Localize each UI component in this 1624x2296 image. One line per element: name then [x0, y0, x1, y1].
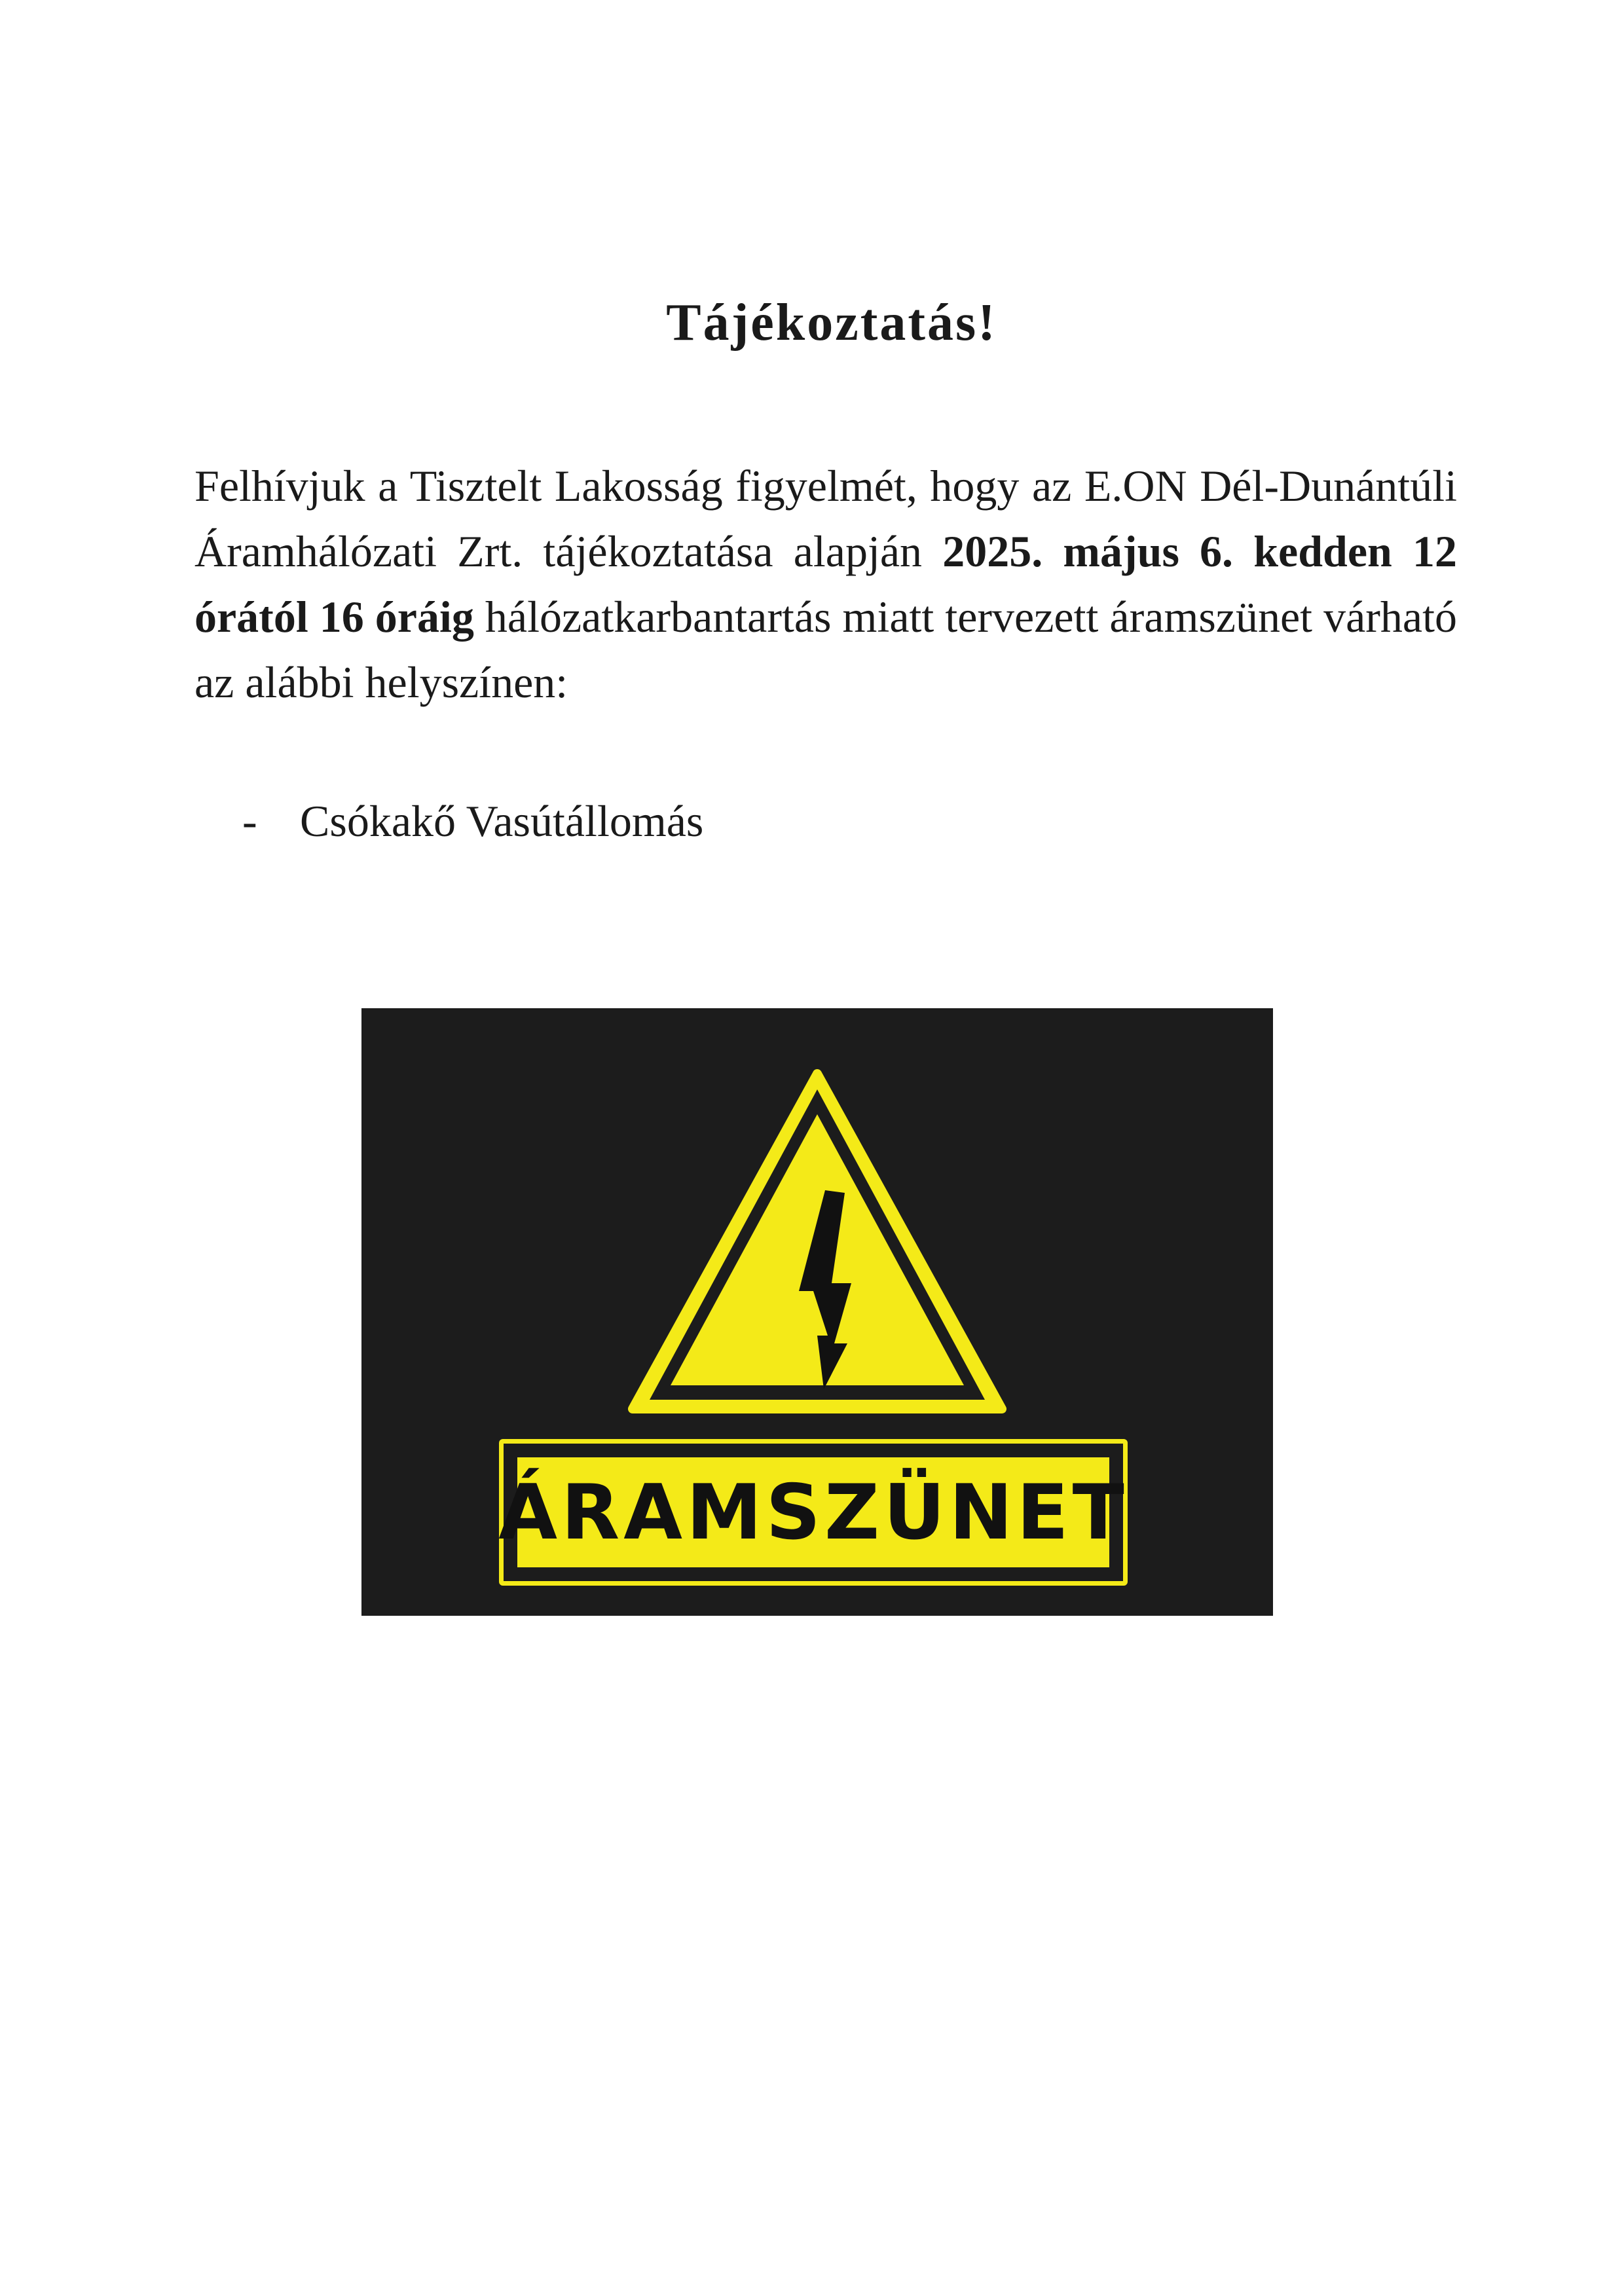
notice-text-intro: Felhívjuk a Tisztelt Lakosság figyelmét, hogy az E.ON Dél-Dunántúli Áramhálózati Zrt. tájékoztatása alapján	[194, 461, 1457, 576]
notice-date-time: 2025. május 6. kedden 12 órától 16 óráig	[194, 526, 1457, 642]
power-outage-sign	[361, 1008, 1273, 1616]
list-dash: -	[242, 796, 257, 846]
location-list	[242, 788, 703, 854]
notice-paragraph	[194, 453, 1457, 715]
document-title: Tájékoztatás!	[666, 294, 997, 352]
list-item	[242, 788, 703, 854]
notice-text-rest: hálózatkarbantartás miatt tervezett áramszünet várható az alábbi helyszínen:	[194, 592, 1457, 707]
sign-label: ÁRAMSZÜNET	[513, 1453, 1114, 1572]
location-name: Csókakő Vasútállomás	[300, 796, 704, 846]
sign-label-board	[499, 1439, 1128, 1586]
